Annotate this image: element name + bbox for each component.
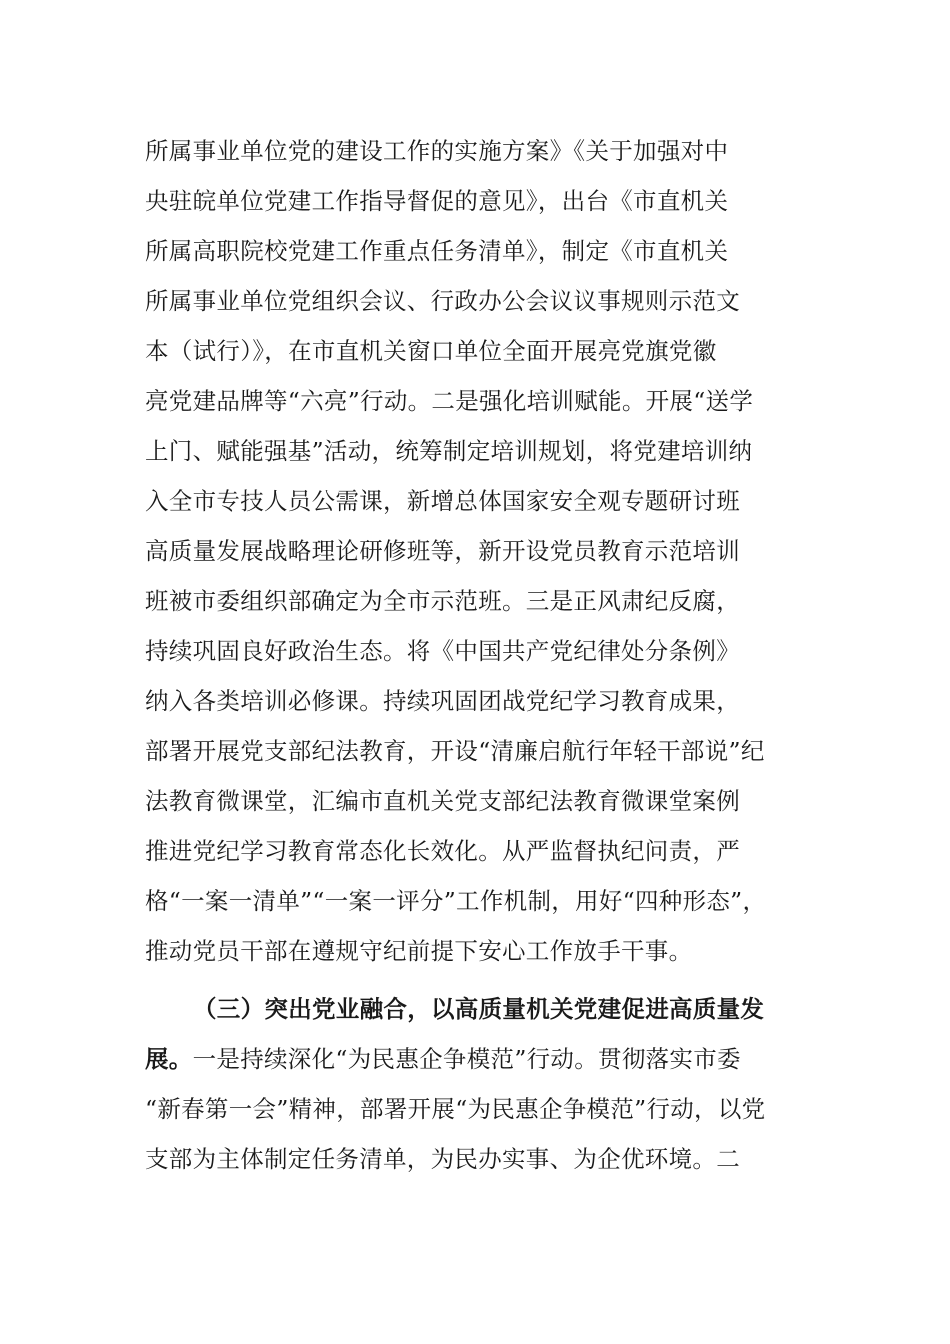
paragraph-line: 所属事业单位党的建设工作的实施方案》《关于加强对中 <box>145 137 729 165</box>
paragraph-line: 部署开展党支部纪法教育，开设“清廉启航行年轻干部说”纪 <box>145 737 765 765</box>
paragraph-line: 本（试行）》，在市直机关窗口单位全面开展亮党旗党徽 <box>145 337 717 365</box>
paragraph-line: 纳入各类培训必修课。持续巩固团战党纪学习教育成果， <box>145 687 740 715</box>
paragraph-text: 一是持续深化“为民惠企争模范”行动。贯彻落实市委 <box>192 1045 741 1073</box>
body-paragraph <box>145 126 810 976</box>
paragraph-line: 持续巩固良好政治生态。将《中国共产党纪律处分条例》 <box>145 637 740 665</box>
paragraph-line: 央驻皖单位党建工作指导督促的意见》，出台《市直机关 <box>145 187 729 215</box>
paragraph-line: 所属高职院校党建工作重点任务清单》，制定《市直机关 <box>145 237 729 265</box>
paragraph-line: 法教育微课堂，汇编市直机关党支部纪法教育微课堂案例 <box>145 787 740 815</box>
section-paragraph <box>145 984 810 1184</box>
paragraph-line: 格“一案一清单”“一案一评分”工作机制，用好“四种形态”， <box>145 887 767 915</box>
paragraph-line: 班被市委组织部确定为全市示范班。三是正风肃纪反腐， <box>145 587 740 615</box>
section-heading: （三）突出党业融合，以高质量机关党建促进高质量发 <box>193 995 765 1023</box>
paragraph-line <box>145 1034 810 1084</box>
paragraph-line: 亮党建品牌等“六亮”行动。二是强化培训赋能。开展“送学 <box>145 387 754 415</box>
paragraph-line: 入全市专技人员公需课，新增总体国家安全观专题研讨班 <box>145 487 740 515</box>
paragraph-line: 推进党纪学习教育常态化长效化。从严监督执纪问责，严 <box>145 837 740 865</box>
paragraph-line: “新春第一会”精神，部署开展“为民惠企争模范”行动，以党 <box>145 1095 766 1123</box>
paragraph-line: 高质量发展战略理论研修班等，新开设党员教育示范培训 <box>145 537 740 565</box>
section-heading-end: 展。 <box>145 1045 193 1073</box>
paragraph-line: 所属事业单位党组织会议、行政办公会议议事规则示范文 <box>145 287 740 315</box>
paragraph-line: 上门、赋能强基”活动，统筹制定培训规划，将党建培训纳 <box>145 437 753 465</box>
paragraph-line: 支部为主体制定任务清单，为民办实事、为企优环境。二 <box>145 1145 740 1173</box>
paragraph-line: 推动党员干部在遵规守纪前提下安心工作放手干事。 <box>145 937 693 965</box>
